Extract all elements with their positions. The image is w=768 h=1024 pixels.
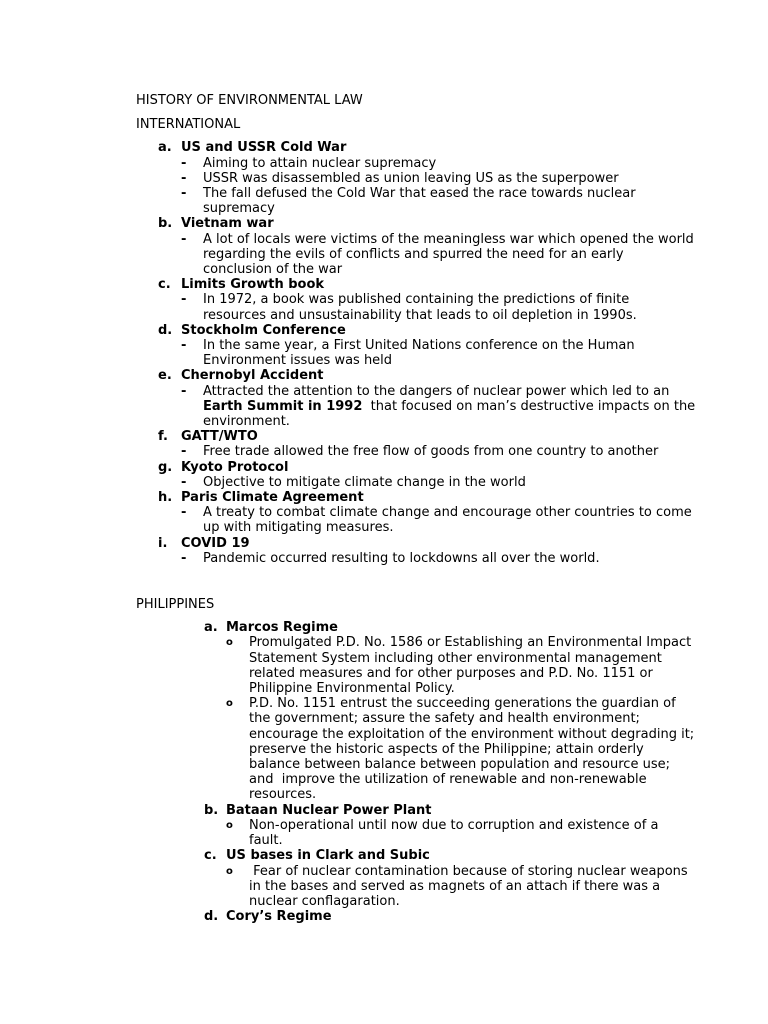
item-title: COVID 19 xyxy=(181,535,250,551)
item-title: Limits Growth book xyxy=(181,277,325,293)
list-item xyxy=(204,803,696,849)
dash-bullet-icon: - xyxy=(181,383,187,399)
item-title: Cory’s Regime xyxy=(226,909,332,925)
sub-point: o P.D. No. 1151 entrust the succeeding generations the guardian of the government; assure the safety and health environment; encourage the exploitation of the environment without degrading it; preserve the historic aspects of the Philippine; attain orderly balance between balance between population and resource use; and improve the utilization of renewable and non-renewable resources. xyxy=(226,696,699,803)
sub-point: - Free trade allowed the free flow of goods from one country to another xyxy=(181,444,659,460)
list-marker: d. xyxy=(204,909,219,925)
item-title: Kyoto Protocol xyxy=(181,459,289,475)
list-marker: i. xyxy=(158,535,168,551)
sub-point: - In 1972, a book was published containing the predictions of finite resources and unsustainability that leads to oil depletion in 1990s. xyxy=(181,292,637,323)
sub-point: - In the same year, a First United Nations conference on the Human Environment issues was held xyxy=(181,338,635,369)
list-marker: c. xyxy=(158,277,171,293)
document-body xyxy=(136,93,700,925)
dash-bullet-icon: - xyxy=(181,231,187,247)
list-item xyxy=(136,536,696,566)
sub-point: o Non-operational until now due to corruption and existence of a fault. xyxy=(226,817,659,849)
sub-point: - Aiming to attain nuclear supremacy xyxy=(181,155,437,171)
item-title: Bataan Nuclear Power Plant xyxy=(226,802,432,818)
item-title: US and USSR Cold War xyxy=(181,140,347,156)
list-item xyxy=(204,848,696,909)
document-title: HISTORY OF ENVIRONMENTAL LAW xyxy=(136,93,363,108)
list-marker: g. xyxy=(158,459,173,475)
sub-point: o Fear of nuclear contamination because of storing nuclear weapons in the bases and served as magnets of an attach if there was a nuclear conflagaration. xyxy=(226,863,692,909)
list-marker: h. xyxy=(158,490,173,506)
item-title: US bases in Clark and Subic xyxy=(226,848,430,864)
list-item xyxy=(136,460,696,490)
list-marker: b. xyxy=(158,216,173,232)
item-title: Paris Climate Agreement xyxy=(181,490,364,506)
list-item xyxy=(204,620,699,803)
list-item xyxy=(136,490,696,536)
list-item xyxy=(136,277,696,323)
item-title: GATT/WTO xyxy=(181,429,258,445)
sub-point: - Pandemic occurred resulting to lockdowns all over the world. xyxy=(181,550,600,566)
list-item xyxy=(136,140,696,216)
sub-point: o Promulgated P.D. No. 1586 or Establishing an Environmental Impact Statement System including other environmental management related measures and for other purposes and P.D. No. 1151 or Philippine Environmental Policy. xyxy=(226,635,692,697)
list-marker: e. xyxy=(158,368,172,384)
sub-point: - USSR was disassembled as union leaving US as the superpower xyxy=(181,170,619,186)
list-item xyxy=(136,216,696,277)
circle-bullet-icon: o xyxy=(226,865,233,877)
list-item xyxy=(136,323,696,369)
list-item xyxy=(204,909,696,924)
sub-point: - Attracted the attention to the dangers of nuclear power which led to an Earth Summit in 1992 that focused on man’s destructive impacts on the environment. xyxy=(181,383,700,430)
international-list xyxy=(136,140,700,566)
circle-bullet-icon: o xyxy=(226,698,233,710)
circle-bullet-icon: o xyxy=(226,819,233,831)
section-heading-philippines: PHILIPPINES xyxy=(136,597,215,613)
bold-phrase: Earth Summit in 1992 xyxy=(203,398,363,414)
circle-bullet-icon: o xyxy=(226,637,233,649)
sub-point: - Objective to mitigate climate change in the world xyxy=(181,474,526,490)
list-marker: a. xyxy=(204,620,218,636)
list-marker: f. xyxy=(158,429,168,445)
dash-bullet-icon: - xyxy=(181,185,187,201)
dash-bullet-icon: - xyxy=(181,505,187,521)
sub-point: - The fall defused the Cold War that eased the race towards nuclear supremacy xyxy=(181,185,636,217)
list-marker: a. xyxy=(158,140,172,156)
section-heading-international: INTERNATIONAL xyxy=(136,117,241,133)
dash-bullet-icon: - xyxy=(181,170,187,186)
sub-point: - A lot of locals were victims of the meaningless war which opened the world regarding the evils of conflicts and spurred the need for an early conclusion of the war xyxy=(181,231,694,277)
dash-bullet-icon: - xyxy=(181,338,187,354)
list-item xyxy=(136,429,696,459)
list-item xyxy=(136,368,700,430)
dash-bullet-icon: - xyxy=(181,155,187,171)
item-title: Chernobyl Accident xyxy=(181,368,324,384)
dash-bullet-icon: - xyxy=(181,292,187,308)
sub-point: - A treaty to combat climate change and encourage other countries to come up with mitigating measures. xyxy=(181,505,692,536)
philippines-list xyxy=(136,620,699,925)
dash-bullet-icon: - xyxy=(181,550,187,566)
item-title: Vietnam war xyxy=(181,216,274,232)
list-marker: d. xyxy=(158,322,173,338)
dash-bullet-icon: - xyxy=(181,474,187,490)
item-title: Marcos Regime xyxy=(226,620,338,636)
item-title: Stockholm Conference xyxy=(181,322,346,338)
list-marker: c. xyxy=(204,848,217,864)
list-marker: b. xyxy=(204,802,219,818)
dash-bullet-icon: - xyxy=(181,444,187,460)
